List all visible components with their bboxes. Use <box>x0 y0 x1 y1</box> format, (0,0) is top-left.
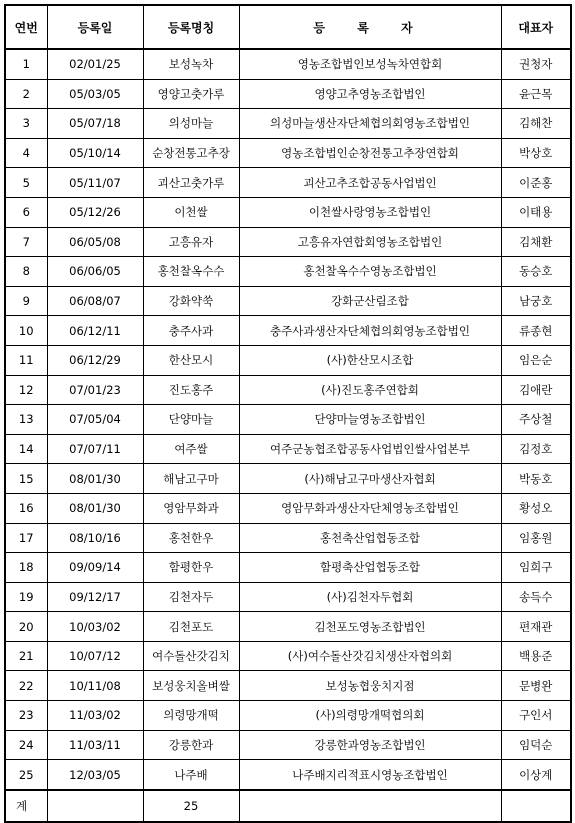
table-row <box>5 257 571 287</box>
cell-date: 05/10/14 <box>47 138 143 168</box>
cell-no: 22 <box>5 671 47 701</box>
cell-name: 강화약쑥 <box>143 286 239 316</box>
cell-representative: 백용준 <box>501 641 571 671</box>
cell-date: 10/11/08 <box>47 671 143 701</box>
cell-no: 2 <box>5 79 47 109</box>
cell-registrant: (사)진도홍주연합회 <box>239 375 501 405</box>
cell-registrant: 보성농협웅치지점 <box>239 671 501 701</box>
table-row <box>5 405 571 435</box>
total-count: 25 <box>143 790 239 822</box>
cell-no: 3 <box>5 109 47 139</box>
cell-no: 19 <box>5 582 47 612</box>
cell-representative: 편재관 <box>501 612 571 642</box>
cell-name: 의령망개떡 <box>143 701 239 731</box>
cell-registrant: 영양고추영농조합법인 <box>239 79 501 109</box>
cell-name: 충주사과 <box>143 316 239 346</box>
cell-name: 순창전통고추장 <box>143 138 239 168</box>
cell-representative: 윤근목 <box>501 79 571 109</box>
table-row <box>5 168 571 198</box>
table-row <box>5 79 571 109</box>
table-row <box>5 553 571 583</box>
cell-date: 06/12/29 <box>47 345 143 375</box>
cell-representative: 동승호 <box>501 257 571 287</box>
cell-date: 12/03/05 <box>47 760 143 790</box>
cell-registrant: (사)해남고구마생산자협회 <box>239 464 501 494</box>
cell-no: 14 <box>5 434 47 464</box>
table-row <box>5 49 571 79</box>
cell-date: 09/09/14 <box>47 553 143 583</box>
cell-registrant: (사)김천자두협회 <box>239 582 501 612</box>
cell-name: 이천쌀 <box>143 197 239 227</box>
table-row <box>5 464 571 494</box>
cell-date: 06/06/05 <box>47 257 143 287</box>
cell-representative: 김정호 <box>501 434 571 464</box>
cell-representative: 이상계 <box>501 760 571 790</box>
cell-representative: 김채환 <box>501 227 571 257</box>
cell-registrant: 강릉한과영농조합법인 <box>239 730 501 760</box>
cell-representative: 김해찬 <box>501 109 571 139</box>
total-empty-cell <box>501 790 571 822</box>
cell-registrant: 괴산고추조합공동사업법인 <box>239 168 501 198</box>
header-row <box>5 5 571 49</box>
cell-registrant: 이천쌀사랑영농조합법인 <box>239 197 501 227</box>
table-row <box>5 641 571 671</box>
cell-representative: 임은순 <box>501 345 571 375</box>
cell-date: 05/07/18 <box>47 109 143 139</box>
cell-no: 18 <box>5 553 47 583</box>
table-row <box>5 612 571 642</box>
cell-no: 21 <box>5 641 47 671</box>
table-row <box>5 523 571 553</box>
cell-date: 08/10/16 <box>47 523 143 553</box>
table-row <box>5 138 571 168</box>
table-row <box>5 375 571 405</box>
cell-representative: 이태용 <box>501 197 571 227</box>
cell-registrant: 여주군농협조합공동사업법인쌀사업본부 <box>239 434 501 464</box>
table-row <box>5 493 571 523</box>
cell-no: 23 <box>5 701 47 731</box>
table-header <box>5 5 571 49</box>
cell-no: 4 <box>5 138 47 168</box>
cell-name: 여주쌀 <box>143 434 239 464</box>
header-representative: 대표자 <box>501 5 571 49</box>
cell-date: 11/03/02 <box>47 701 143 731</box>
cell-name: 한산모시 <box>143 345 239 375</box>
cell-name: 홍천찰옥수수 <box>143 257 239 287</box>
cell-representative: 권청자 <box>501 49 571 79</box>
cell-registrant: 영암무화과생산자단체영농조합법인 <box>239 493 501 523</box>
table-row <box>5 434 571 464</box>
total-row <box>5 790 571 822</box>
header-date: 등록일 <box>47 5 143 49</box>
cell-registrant: 강화군산림조합 <box>239 286 501 316</box>
cell-no: 5 <box>5 168 47 198</box>
cell-date: 08/01/30 <box>47 493 143 523</box>
cell-name: 괴산고춧가루 <box>143 168 239 198</box>
cell-name: 단양마늘 <box>143 405 239 435</box>
cell-date: 07/05/04 <box>47 405 143 435</box>
cell-no: 1 <box>5 49 47 79</box>
cell-name: 여수돌산갓김치 <box>143 641 239 671</box>
registration-table <box>4 4 572 823</box>
cell-name: 함평한우 <box>143 553 239 583</box>
table-row <box>5 701 571 731</box>
cell-name: 해남고구마 <box>143 464 239 494</box>
header-name: 등록명칭 <box>143 5 239 49</box>
cell-representative: 박상호 <box>501 138 571 168</box>
cell-date: 10/03/02 <box>47 612 143 642</box>
table-row <box>5 345 571 375</box>
table-row <box>5 286 571 316</box>
cell-no: 24 <box>5 730 47 760</box>
cell-representative: 주상철 <box>501 405 571 435</box>
total-empty-cell <box>239 790 501 822</box>
table-row <box>5 671 571 701</box>
cell-registrant: 나주배지리적표시영농조합법인 <box>239 760 501 790</box>
cell-no: 20 <box>5 612 47 642</box>
cell-date: 08/01/30 <box>47 464 143 494</box>
cell-registrant: 김천포도영농조합법인 <box>239 612 501 642</box>
cell-representative: 구인서 <box>501 701 571 731</box>
cell-registrant: 홍천축산업협동조합 <box>239 523 501 553</box>
table-row <box>5 316 571 346</box>
cell-date: 10/07/12 <box>47 641 143 671</box>
cell-name: 강릉한과 <box>143 730 239 760</box>
cell-representative: 황성오 <box>501 493 571 523</box>
cell-name: 진도홍주 <box>143 375 239 405</box>
cell-registrant: 함평축산업협동조합 <box>239 553 501 583</box>
cell-representative: 이준홍 <box>501 168 571 198</box>
cell-no: 8 <box>5 257 47 287</box>
cell-registrant: 홍천찰옥수수영농조합법인 <box>239 257 501 287</box>
cell-registrant: (사)여수돌산갓김치생산자협의회 <box>239 641 501 671</box>
table-footer <box>5 790 571 822</box>
cell-name: 영암무화과 <box>143 493 239 523</box>
table-row <box>5 582 571 612</box>
cell-registrant: 의성마늘생산자단체협의회영농조합법인 <box>239 109 501 139</box>
cell-no: 10 <box>5 316 47 346</box>
cell-registrant: (사)의령망개떡협의회 <box>239 701 501 731</box>
cell-name: 김천포도 <box>143 612 239 642</box>
cell-no: 17 <box>5 523 47 553</box>
cell-date: 05/11/07 <box>47 168 143 198</box>
cell-no: 15 <box>5 464 47 494</box>
cell-representative: 임덕순 <box>501 730 571 760</box>
total-label: 계 <box>5 790 47 822</box>
cell-registrant: 영농조합법인보성녹차연합회 <box>239 49 501 79</box>
table-row <box>5 197 571 227</box>
table-row <box>5 730 571 760</box>
cell-date: 06/08/07 <box>47 286 143 316</box>
cell-representative: 남궁호 <box>501 286 571 316</box>
cell-registrant: (사)한산모시조합 <box>239 345 501 375</box>
cell-name: 영양고춧가루 <box>143 79 239 109</box>
cell-name: 보성웅치올벼쌀 <box>143 671 239 701</box>
cell-name: 의성마늘 <box>143 109 239 139</box>
cell-registrant: 단양마늘영농조합법인 <box>239 405 501 435</box>
cell-date: 09/12/17 <box>47 582 143 612</box>
cell-no: 6 <box>5 197 47 227</box>
cell-registrant: 충주사과생산자단체협의회영농조합법인 <box>239 316 501 346</box>
cell-no: 9 <box>5 286 47 316</box>
cell-date: 06/12/11 <box>47 316 143 346</box>
header-registrant: 등 록 자 <box>239 5 501 49</box>
cell-no: 7 <box>5 227 47 257</box>
cell-date: 06/05/08 <box>47 227 143 257</box>
total-empty-cell <box>47 790 143 822</box>
cell-date: 05/12/26 <box>47 197 143 227</box>
cell-representative: 임희구 <box>501 553 571 583</box>
cell-name: 나주배 <box>143 760 239 790</box>
cell-name: 김천자두 <box>143 582 239 612</box>
cell-no: 16 <box>5 493 47 523</box>
cell-name: 홍천한우 <box>143 523 239 553</box>
cell-no: 12 <box>5 375 47 405</box>
table-row <box>5 760 571 790</box>
cell-name: 고흥유자 <box>143 227 239 257</box>
cell-date: 05/03/05 <box>47 79 143 109</box>
cell-registrant: 고흥유자연합회영농조합법인 <box>239 227 501 257</box>
header-no: 연번 <box>5 5 47 49</box>
cell-date: 02/01/25 <box>47 49 143 79</box>
cell-no: 11 <box>5 345 47 375</box>
cell-no: 25 <box>5 760 47 790</box>
table-row <box>5 109 571 139</box>
cell-name: 보성녹차 <box>143 49 239 79</box>
cell-date: 07/07/11 <box>47 434 143 464</box>
table-body <box>5 49 571 790</box>
cell-representative: 류종현 <box>501 316 571 346</box>
cell-no: 13 <box>5 405 47 435</box>
cell-date: 07/01/23 <box>47 375 143 405</box>
cell-representative: 김애란 <box>501 375 571 405</box>
cell-representative: 박동호 <box>501 464 571 494</box>
cell-representative: 송득수 <box>501 582 571 612</box>
table-row <box>5 227 571 257</box>
cell-representative: 임홍원 <box>501 523 571 553</box>
cell-registrant: 영농조합법인순창전통고추장연합회 <box>239 138 501 168</box>
cell-representative: 문병완 <box>501 671 571 701</box>
cell-date: 11/03/11 <box>47 730 143 760</box>
